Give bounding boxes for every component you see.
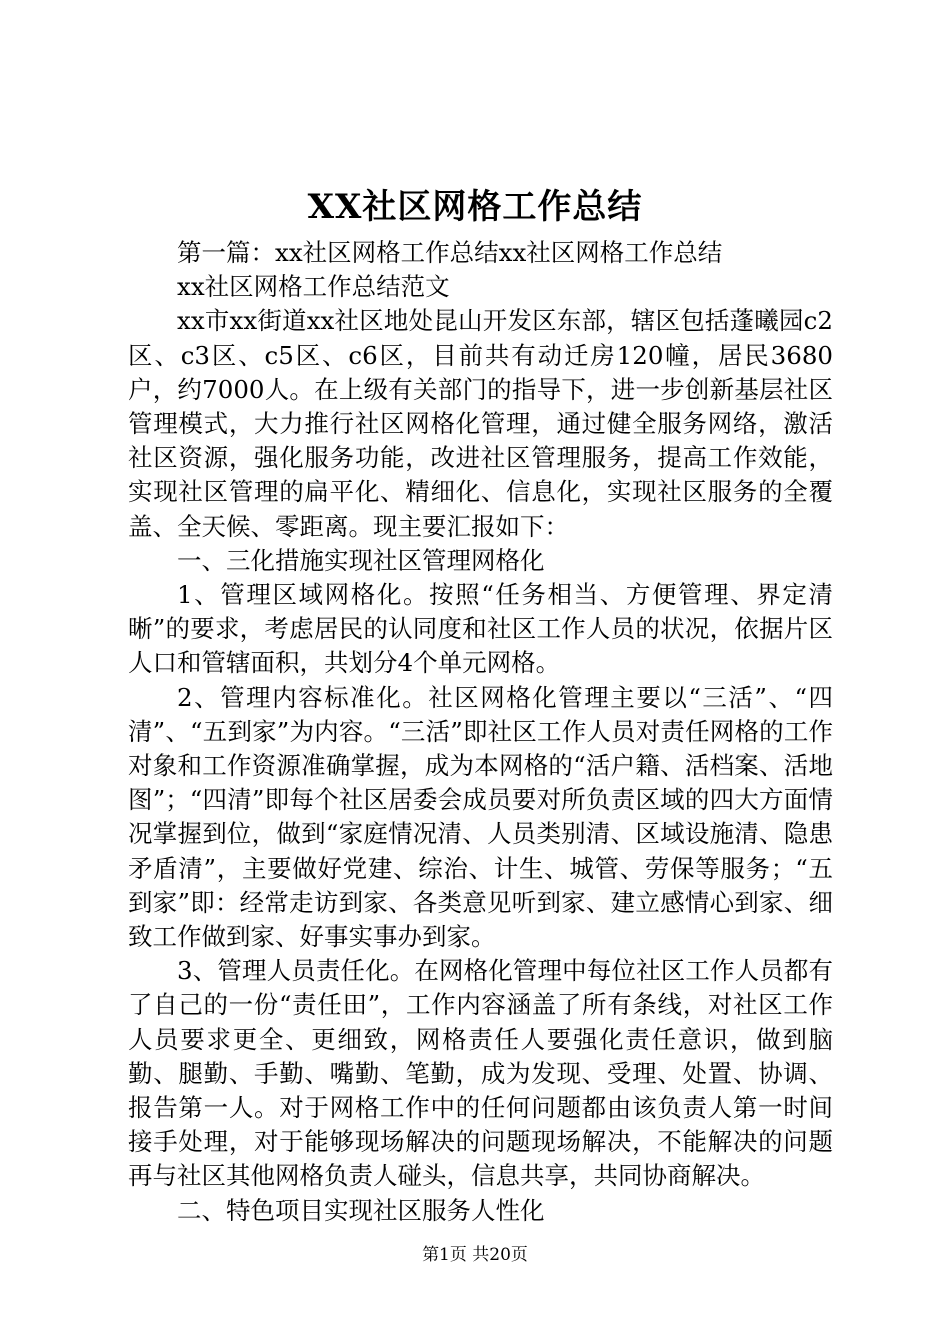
- section-heading: 一、三化措施实现社区管理网格化: [177, 545, 545, 575]
- document-body: [128, 236, 833, 1228]
- section-heading: 第一篇：xx社区网格工作总结xx社区网格工作总结: [177, 238, 723, 267]
- section-heading: 二、特色项目实现社区服务人性化: [177, 1195, 545, 1225]
- subtitle-line: xx社区网格工作总结范文: [177, 272, 450, 302]
- body-paragraph: xx市xx街道xx社区地处昆山开发区东部，辖区包括蓬曦园c2区、c3区、c5区、c6区，目前共有动迁房120幢，居民3680户，约7000人。在上级有关部门的指导下，进一步创新基层社区管理模式，大力推行社区网格化管理，通过健全服务网络，激活社区资源，强化服务功能，改进社区管理服务，提高工作效能，实现社区管理的扁平化、精细化、信息化，实现社区服务的全覆盖、全天候、零距离。现主要汇报如下：: [128, 306, 833, 541]
- document-title: XX社区网格工作总结: [307, 187, 643, 227]
- page-footer: 第1页 共20页: [422, 1245, 528, 1265]
- body-paragraph: 3、管理人员责任化。在网格化管理中每位社区工作人员都有了自己的一份“责任田”，工作内容涵盖了所有条线，对社区工作人员要求更全、更细致，网格责任人要强化责任意识，做到脑勤、腿勤、手勤、嘴勤、笔勤，成为发现、受理、处置、协调、报告第一人。对于网格工作中的任何问题都由该负责人第一时间接手处理，对于能够现场解决的问题现场解决，不能解决的问题再与社区其他网格负责人碰头，信息共享，共同协商解决。: [128, 956, 833, 1191]
- body-paragraph: 2、管理内容标准化。社区网格化管理主要以“三活”、“四清”、“五到家”为内容。“三活”即社区工作人员对责任网格的工作对象和工作资源准确掌握，成为本网格的“活户籍、活档案、活地图”；“四清”即每个社区居委会成员要对所负责区域的四大方面情况掌握到位，做到“家庭情况清、人员类别清、区域设施清、隐患矛盾清”，主要做好党建、综治、计生、城管、劳保等服务；“五到家”即：经常走访到家、各类意见听到家、建立感情心到家、细致工作做到家、好事实事办到家。: [128, 682, 833, 952]
- body-paragraph: 1、管理区域网格化。按照“任务相当、方便管理、界定清晰”的要求，考虑居民的认同度和社区工作人员的状况，依据片区人口和管辖面积，共划分4个单元网格。: [128, 580, 833, 678]
